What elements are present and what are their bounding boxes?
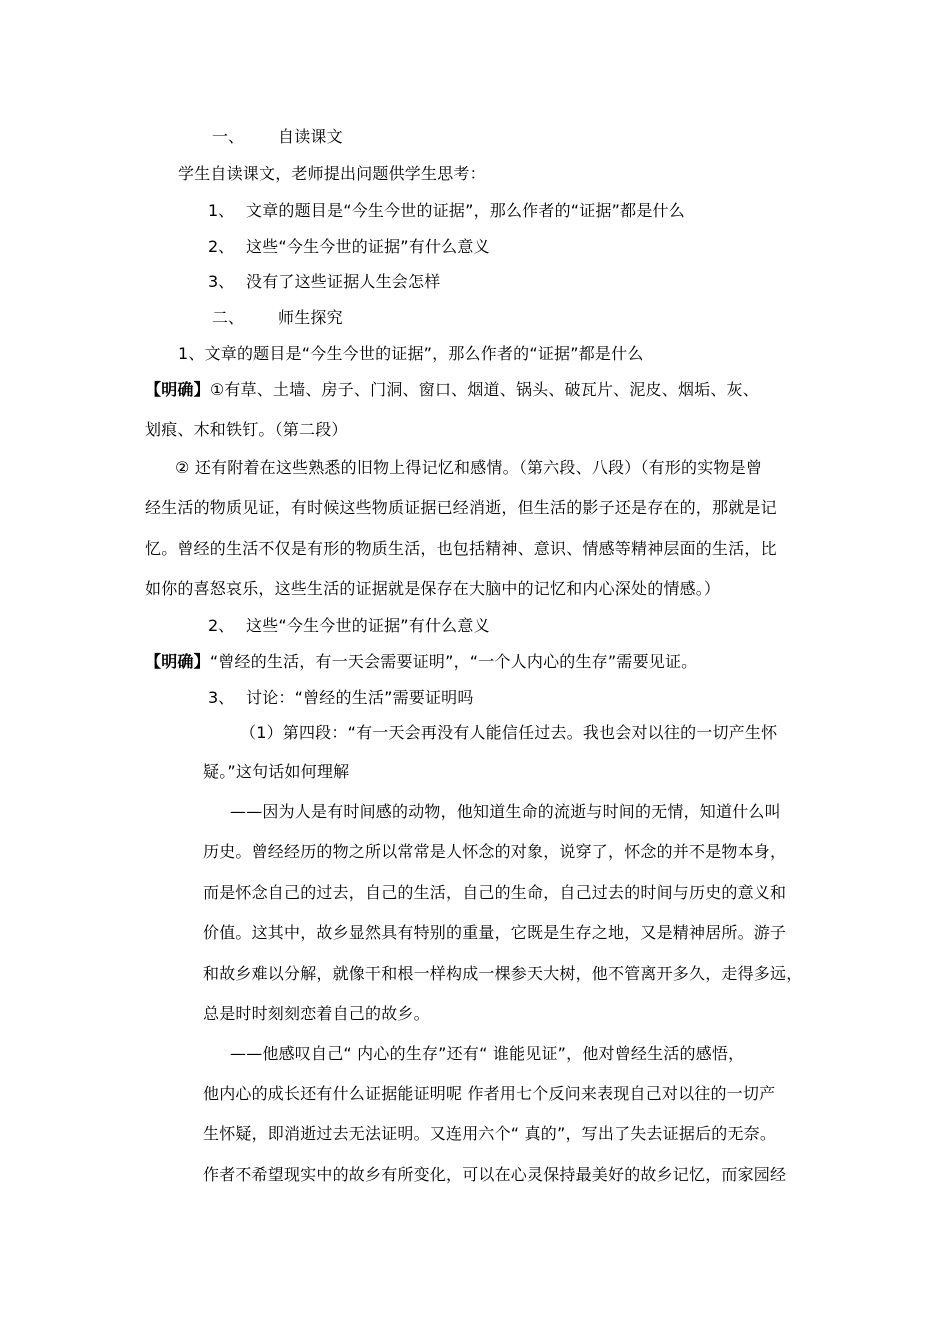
section-1-title: 自读课文 bbox=[278, 127, 343, 146]
question-2-text: 这些“今生今世的证据”有什么意义 bbox=[246, 237, 490, 256]
explanation-1-line-4: 价值。这其中，故乡显然具有特别的重量，它既是生存之地，又是精神居所。游子 bbox=[203, 923, 787, 942]
question-1-text: 文章的题目是“今生今世的证据”，那么作者的“证据”都是什么 bbox=[246, 201, 685, 220]
answer-2-text: “曾经的生活，有一天会需要证明”，“一个人内心的生存”需要见证。 bbox=[209, 652, 698, 671]
answer-1-line-1 bbox=[145, 379, 759, 401]
answer-1b-line-1: ② 还有附着在这些熟悉的旧物上得记忆和感情。（第六段、八段）（有形的实物是曾 bbox=[175, 458, 763, 477]
discussion-question-3-text: 讨论：“曾经的生活”需要证明吗 bbox=[246, 688, 474, 707]
discussion-question-2-text: 这些“今生今世的证据”有什么意义 bbox=[246, 616, 490, 635]
discussion-question-3-number: 3、 bbox=[208, 688, 235, 707]
answer-1-tag: 【明确】 bbox=[145, 380, 210, 399]
explanation-1-line-2: 历史。曾经经历的物之所以常常是人怀念的对象，说穿了，怀念的并不是物本身， bbox=[203, 842, 787, 861]
question-3-number: 3、 bbox=[208, 272, 235, 291]
section-2-number: 二、 bbox=[212, 308, 245, 327]
explanation-1-line-5: 和故乡难以分解，就像干和根一样构成一棵参天大树，他不管离开多久，走得多远， bbox=[203, 964, 803, 983]
answer-1-line-2: 划痕、木和铁钉。（第二段） bbox=[145, 420, 348, 439]
explanation-2-line-3: 生怀疑，即消逝过去无法证明。又连用六个“ 真的”，写出了失去证据后的无奈。 bbox=[203, 1124, 777, 1143]
answer-1b-line-4: 如你的喜怒哀乐，这些生活的证据就是保存在大脑中的记忆和内心深处的情感。） bbox=[145, 579, 721, 598]
answer-1b-line-2: 经生活的物质见证，有时候这些物质证据已经消逝，但生活的影子还是存在的，那就是记 bbox=[145, 498, 777, 517]
explanation-1-line-3: 而是怀念自己的过去，自己的生活，自己的生命，自己过去的时间与历史的意义和 bbox=[203, 883, 787, 902]
intro-text: 学生自读课文，老师提出问题供学生思考： bbox=[178, 164, 486, 183]
explanation-1-line-1: ——因为人是有时间感的动物，他知道生命的流逝与时间的无情，知道什么叫 bbox=[230, 802, 781, 821]
answer-1-line-1-text: ①有草、土墙、房子、门洞、窗口、烟道、锅头、破瓦片、泥皮、烟垢、灰、 bbox=[209, 380, 759, 399]
discussion-question-1: 1、文章的题目是“今生今世的证据”，那么作者的“证据”都是什么 bbox=[178, 344, 644, 363]
discussion-question-2-number: 2、 bbox=[208, 616, 235, 635]
sub-question-1-line-1: （1）第四段：“有一天会再没有人能信任过去。我也会对以往的一切产生怀 bbox=[240, 723, 778, 742]
sub-question-1-line-2: 疑。”这句话如何理解 bbox=[203, 762, 350, 781]
section-2-title: 师生探究 bbox=[278, 308, 343, 327]
explanation-2-line-2: 他内心的成长还有什么证据能证明呢 作者用七个反问来表现自己对以往的一切产 bbox=[203, 1084, 776, 1103]
question-3-text: 没有了这些证据人生会怎样 bbox=[246, 272, 441, 291]
question-2-number: 2、 bbox=[208, 237, 235, 256]
answer-2-line bbox=[145, 651, 697, 673]
question-1-number: 1、 bbox=[208, 201, 235, 220]
answer-1b-line-3: 忆。曾经的生活不仅是有形的物质生活，也包括精神、意识、情感等精神层面的生活，比 bbox=[145, 539, 777, 558]
explanation-1-line-6: 总是时时刻刻恋着自己的故乡。 bbox=[203, 1004, 430, 1023]
section-1-number: 一、 bbox=[212, 127, 245, 146]
explanation-2-line-4: 作者不希望现实中的故乡有所变化，可以在心灵保持最美好的故乡记忆，而家园经 bbox=[203, 1165, 787, 1184]
answer-2-tag: 【明确】 bbox=[145, 652, 210, 671]
explanation-2-line-1: ——他感叹自己“ 内心的生存”还有“ 谁能见证”，他对曾经生活的感悟， bbox=[230, 1044, 745, 1063]
